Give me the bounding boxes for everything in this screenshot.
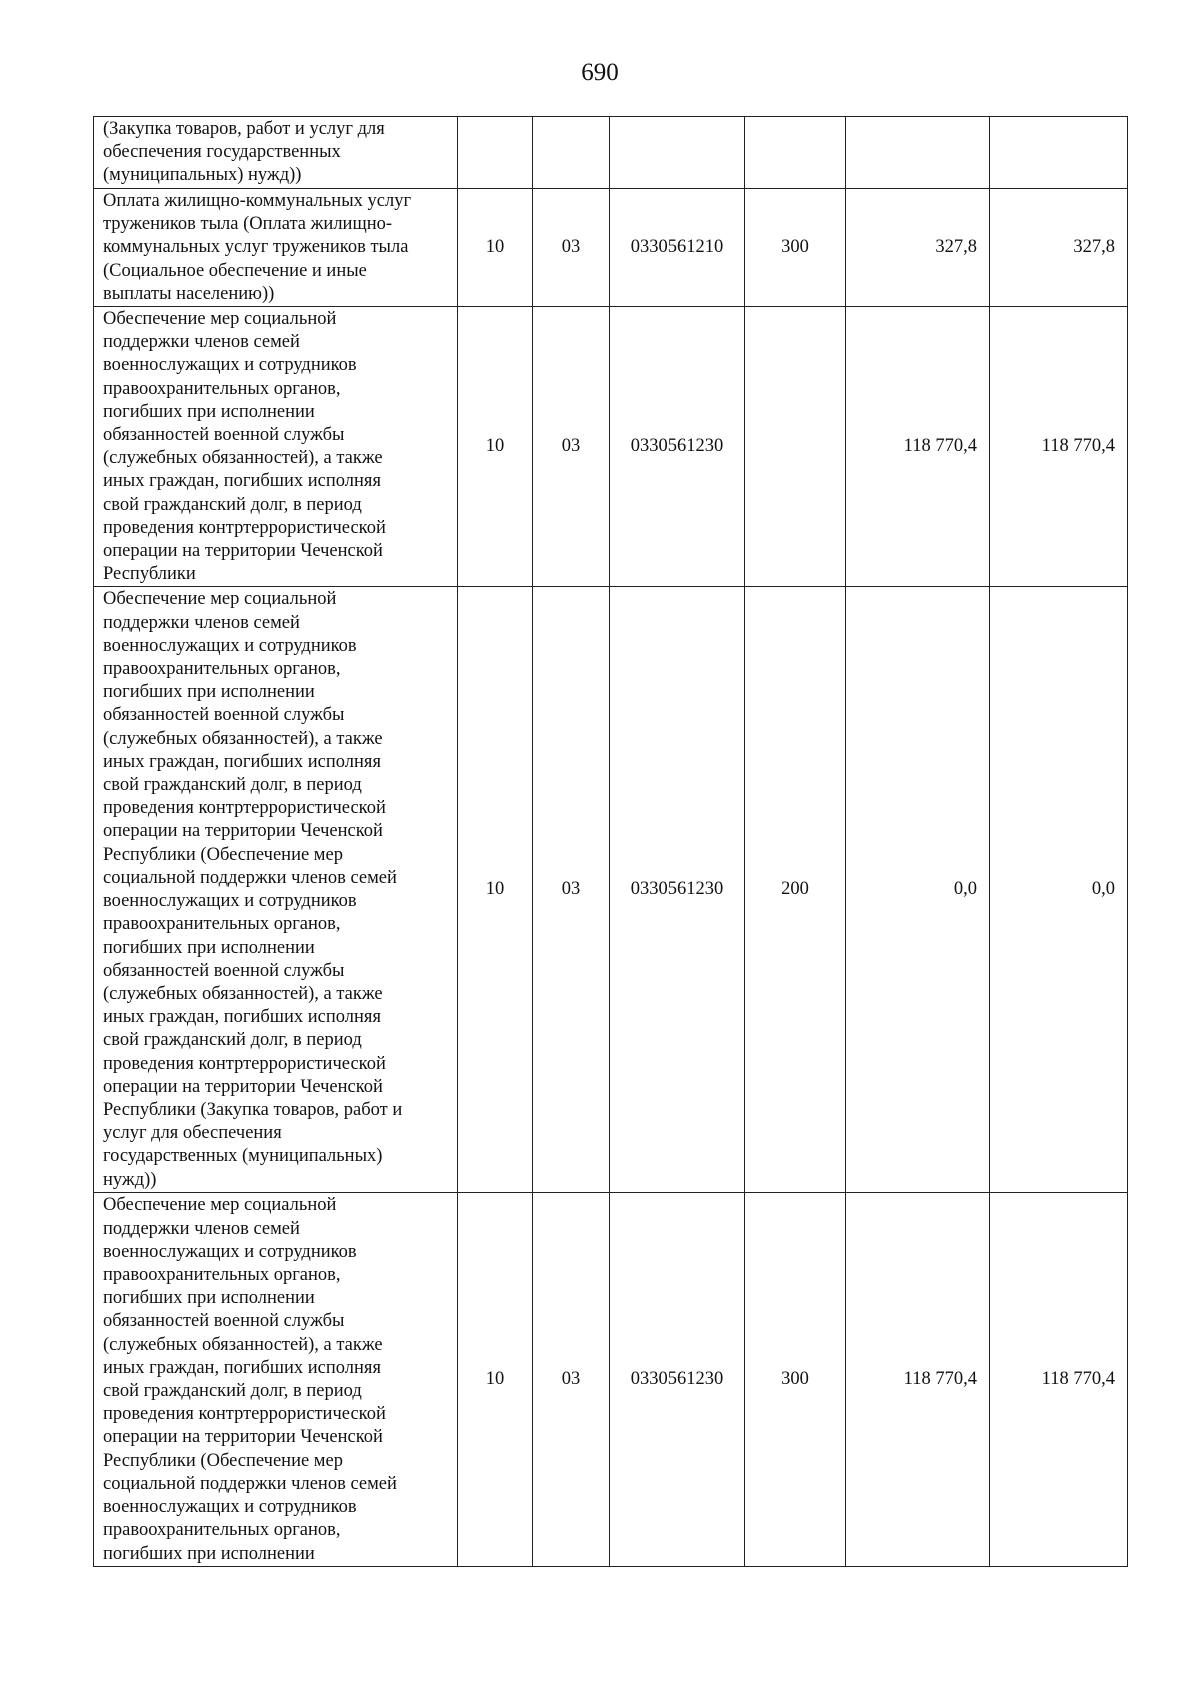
- row-description: (Закупка товаров, работ и услуг для обеспечения государственных (муниципальных) нужд)): [94, 117, 458, 189]
- expense-type-code: 300: [745, 189, 846, 307]
- subsection-code: [533, 117, 610, 189]
- section-code: 10: [458, 307, 533, 587]
- target-item-code: 0330561230: [610, 587, 745, 1193]
- expense-type-code: [745, 117, 846, 189]
- subsection-code: 03: [533, 587, 610, 1193]
- amount-2: 118 770,4: [990, 307, 1128, 587]
- table-row: [94, 189, 1128, 307]
- target-item-code: 0330561230: [610, 1193, 745, 1566]
- amount-1: 118 770,4: [846, 1193, 990, 1566]
- page-number: 690: [581, 59, 619, 86]
- subsection-code: 03: [533, 189, 610, 307]
- amount-1: 0,0: [846, 587, 990, 1193]
- target-item-code: [610, 117, 745, 189]
- target-item-code: 0330561210: [610, 189, 745, 307]
- row-description: Оплата жилищно-коммунальных услуг тружеников тыла (Оплата жилищно- коммунальных услуг тружеников тыла (Социальное обеспечение и иные выплаты населению)): [94, 189, 458, 307]
- table-row: [94, 1193, 1128, 1566]
- expense-type-code: [745, 307, 846, 587]
- amount-2: 327,8: [990, 189, 1128, 307]
- row-description: Обеспечение мер социальной поддержки членов семей военнослужащих и сотрудников правоохранительных органов, погибших при исполнении обязанностей военной службы (служебных обязанностей), а также иных граждан, погибших исполняя свой гражданский долг, в период проведения контртеррористической операции на территории Чеченской Республики (Обеспечение мер социальной поддержки членов семей военнослужащих и сотрудников правоохранительных органов, погибших при исполнении: [94, 1193, 458, 1566]
- section-code: 10: [458, 1193, 533, 1566]
- row-description: Обеспечение мер социальной поддержки членов семей военнослужащих и сотрудников правоохранительных органов, погибших при исполнении обязанностей военной службы (служебных обязанностей), а также иных граждан, погибших исполняя свой гражданский долг, в период проведения контртеррористической операции на территории Чеченской Республики: [94, 307, 458, 587]
- section-code: 10: [458, 587, 533, 1193]
- amount-1: [846, 117, 990, 189]
- budget-table: [93, 116, 1128, 1567]
- table-row: [94, 307, 1128, 587]
- amount-1: 118 770,4: [846, 307, 990, 587]
- target-item-code: 0330561230: [610, 307, 745, 587]
- amount-2: 118 770,4: [990, 1193, 1128, 1566]
- amount-2: 0,0: [990, 587, 1128, 1193]
- subsection-code: 03: [533, 307, 610, 587]
- subsection-code: 03: [533, 1193, 610, 1566]
- section-code: 10: [458, 189, 533, 307]
- expense-type-code: 200: [745, 587, 846, 1193]
- amount-2: [990, 117, 1128, 189]
- expense-type-code: 300: [745, 1193, 846, 1566]
- section-code: [458, 117, 533, 189]
- amount-1: 327,8: [846, 189, 990, 307]
- table-row: [94, 587, 1128, 1193]
- table-row: [94, 117, 1128, 189]
- row-description: Обеспечение мер социальной поддержки членов семей военнослужащих и сотрудников правоохранительных органов, погибших при исполнении обязанностей военной службы (служебных обязанностей), а также иных граждан, погибших исполняя свой гражданский долг, в период проведения контртеррористической операции на территории Чеченской Республики (Обеспечение мер социальной поддержки членов семей военнослужащих и сотрудников правоохранительных органов, погибших при исполнении обязанностей военной службы (служебных обязанностей), а также иных граждан, погибших исполняя свой гражданский долг, в период проведения контртеррористической операции на территории Чеченской Республики (Закупка товаров, работ и услуг для обеспечения государственных (муниципальных) нужд)): [94, 587, 458, 1193]
